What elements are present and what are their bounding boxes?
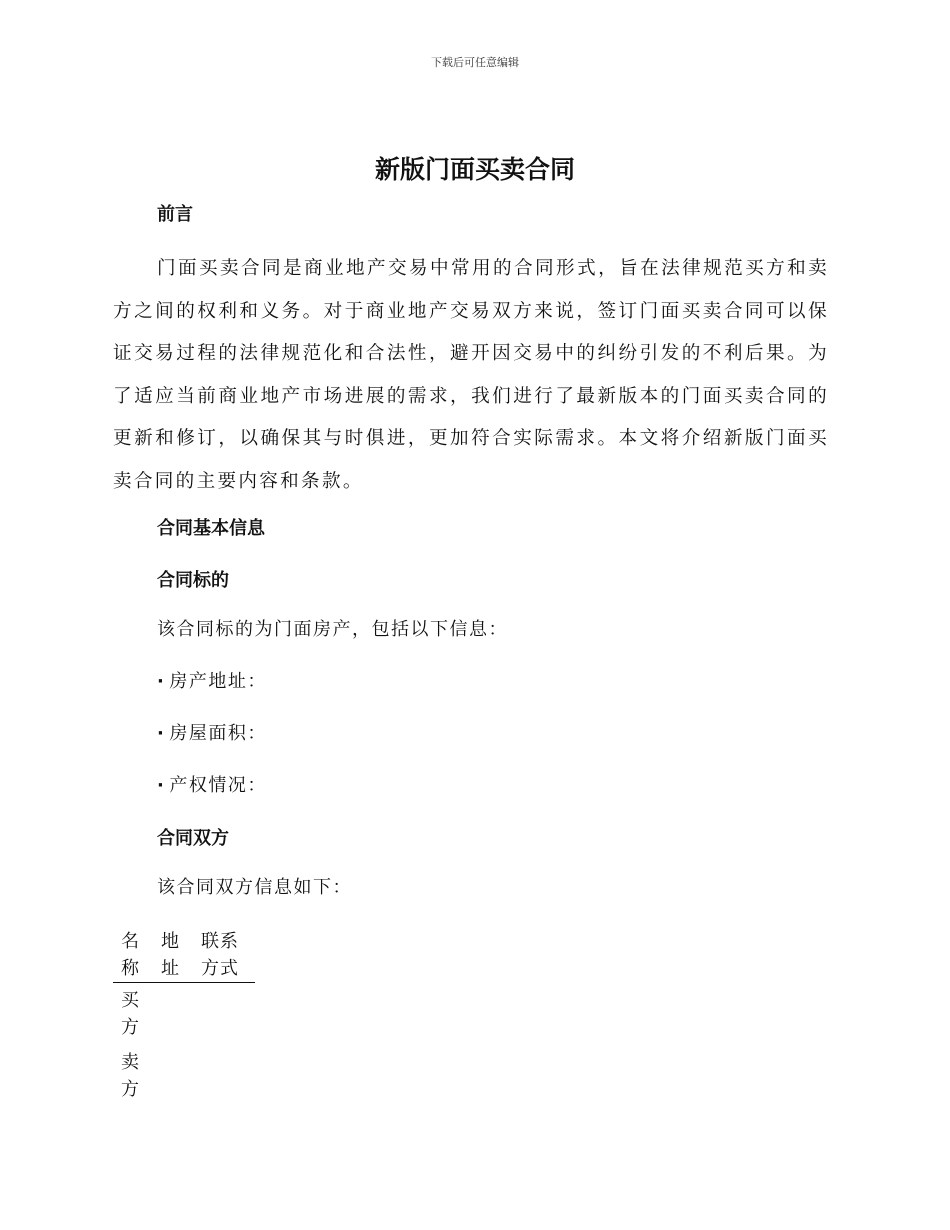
column-header-name: 名称 [113, 928, 153, 983]
preface-paragraph: 门面买卖合同是商业地产交易中常用的合同形式，旨在法律规范买方和卖方之间的权利和义务。对于商业地产交易双方来说，签订门面买卖合同可以保证交易过程的法律规范化和合法性，避开因交易中的纠纷引发的不利后果。为了适应当前商业地产市场进展的需求，我们进行了最新版本的门面买卖合同的更新和修订，以确保其与时俱进，更加符合实际需求。本文将介绍新版门面买卖合同的主要内容和条款。 [113, 258, 829, 492]
basic-info-heading: 合同基本信息 [157, 518, 265, 539]
page-header-note: 下载后可任意编辑 [431, 56, 519, 69]
party-name-cell: 买方 [121, 990, 140, 1038]
subject-item-label: 房产地址： [169, 671, 267, 692]
table-header-row [113, 928, 255, 983]
bullet-dot-icon: · [157, 723, 166, 744]
subject-heading: 合同标的 [157, 570, 229, 591]
subject-item-label: 房屋面积： [169, 723, 267, 744]
party-name-cell: 卖方 [121, 1052, 140, 1100]
party-contact-cell [193, 1045, 255, 1107]
subject-item-ownership [157, 773, 267, 799]
table-row [113, 1045, 255, 1107]
column-header-address: 地址 [153, 928, 193, 983]
preface-heading: 前言 [157, 204, 193, 225]
column-header-contact: 联系方式 [193, 928, 255, 983]
bullet-dot-icon: · [157, 775, 166, 796]
bullet-dot-icon: · [157, 671, 166, 692]
subject-item-area [157, 721, 267, 747]
party-address-cell [153, 983, 193, 1046]
parties-heading: 合同双方 [157, 828, 229, 849]
parties-table [113, 928, 255, 1107]
document-title: 新版门面买卖合同 [374, 155, 575, 184]
table-row [113, 983, 255, 1046]
parties-intro: 该合同双方信息如下： [157, 877, 352, 898]
subject-item-address [157, 669, 267, 695]
subject-item-label: 产权情况： [169, 775, 267, 796]
subject-intro: 该合同标的为门面房产，包括以下信息： [157, 619, 508, 640]
party-address-cell [153, 1045, 193, 1107]
party-contact-cell [193, 983, 255, 1046]
